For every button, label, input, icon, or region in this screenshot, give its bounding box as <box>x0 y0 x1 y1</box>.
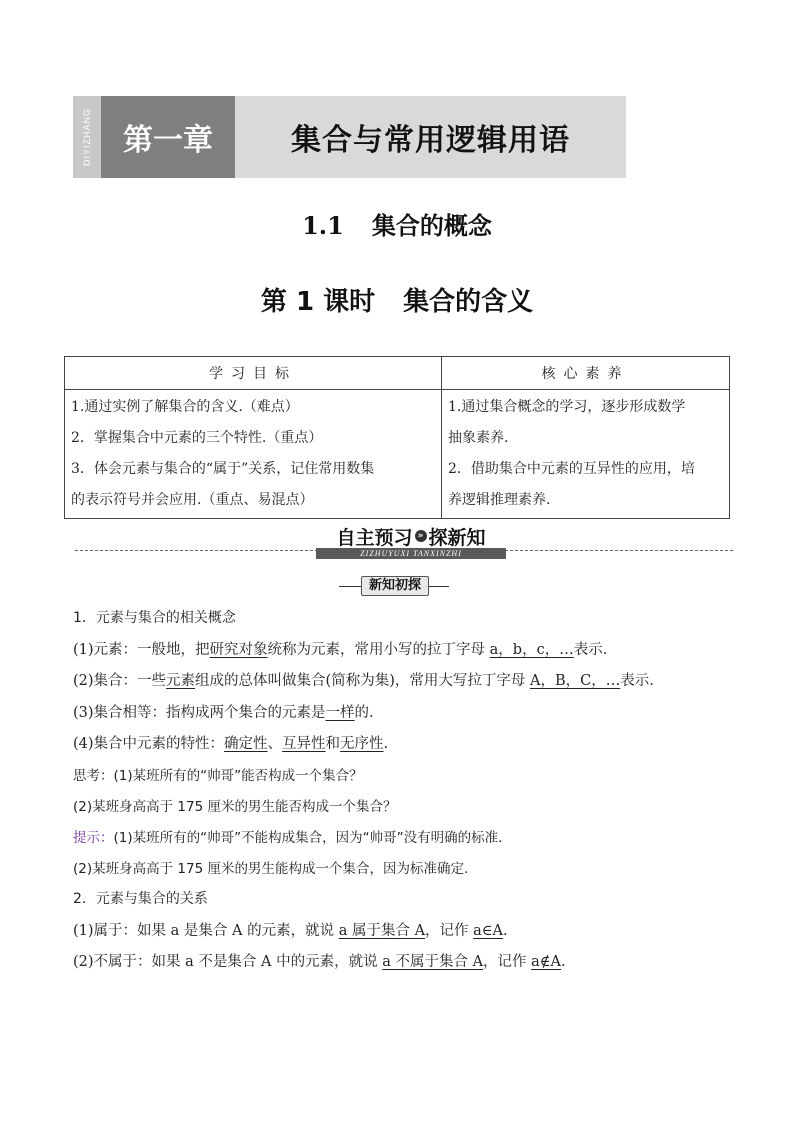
goals-header-competencies: 核心素养 <box>442 357 730 390</box>
think-question-2: (2)某班身高高于 175 厘米的男生能否构成一个集合？ <box>73 799 397 815</box>
heading-1: 1．元素与集合的相关概念 <box>73 610 236 626</box>
paragraph-element: (1)元素：一般地，把研究对象统称为元素，常用小写的拉丁字母 a，b，c，…表示. <box>73 642 608 658</box>
paragraph-not-belongs: (2)不属于：如果 a 不是集合 A 中的元素，就说 a 不属于集合 A，记作 a∉A. <box>73 954 566 970</box>
banner-pinyin: ZIZHUYUXI TANXINZHI <box>316 548 506 559</box>
lesson-title <box>0 281 794 318</box>
section-title <box>0 206 794 241</box>
think-question-1: 思考：(1)某班所有的“帅哥”能否构成一个集合？ <box>73 768 363 784</box>
goals-objectives-cell: 1.通过实例了解集合的含义.（难点） 2．掌握集合中元素的三个特性.（重点） 3．体会元素与集合的“属于”关系，记住常用数集 的表示符号并会应用.（重点、易混点） <box>65 390 442 519</box>
paragraph-properties: (4)集合中元素的特性：确定性、互异性和无序性. <box>73 736 389 752</box>
hint-2: (2)某班身高高于 175 厘米的男生能构成一个集合，因为标准确定. <box>73 861 469 877</box>
chapter-title: 集合与常用逻辑用语 <box>235 96 626 178</box>
chapter-label: 第一章 <box>101 96 235 178</box>
paragraph-set: (2)集合：一些元素组成的总体叫做集合(简称为集)，常用大写拉丁字母 A，B，C，…表示. <box>73 673 654 689</box>
hint-1: 提示：(1)某班所有的“帅哥”不能构成集合，因为“帅哥”没有明确的标准. <box>73 830 503 846</box>
section-name: 集合的概念 <box>371 212 492 240</box>
hint-label: 提示： <box>73 830 114 846</box>
lesson-label: 第 1 课时 <box>260 287 376 317</box>
double-chevron-icon: » <box>415 530 427 542</box>
preview-banner: 自主预习 » 探新知 ZIZHUYUXI TANXINZHI <box>316 524 506 557</box>
section-number: 1.1 <box>302 211 344 240</box>
goals-table <box>64 356 730 519</box>
lesson-name: 集合的含义 <box>403 287 534 317</box>
paragraph-equal: (3)集合相等：指构成两个集合的元素是一样的. <box>73 705 374 721</box>
goals-competencies-cell: 1.通过集合概念的学习，逐步形成数学 抽象素养. 2．借助集合中元素的互异性的应用，培 养逻辑推理素养. <box>442 390 730 519</box>
heading-2: 2．元素与集合的关系 <box>73 891 208 907</box>
goals-header-objectives: 学习目标 <box>65 357 442 390</box>
new-knowledge-banner: 新知初探 <box>339 576 449 596</box>
chapter-side-tab: DIYIZHANG <box>73 96 101 178</box>
paragraph-belongs: (1)属于：如果 a 是集合 A 的元素，就说 a 属于集合 A，记作 a∈A. <box>73 923 508 939</box>
